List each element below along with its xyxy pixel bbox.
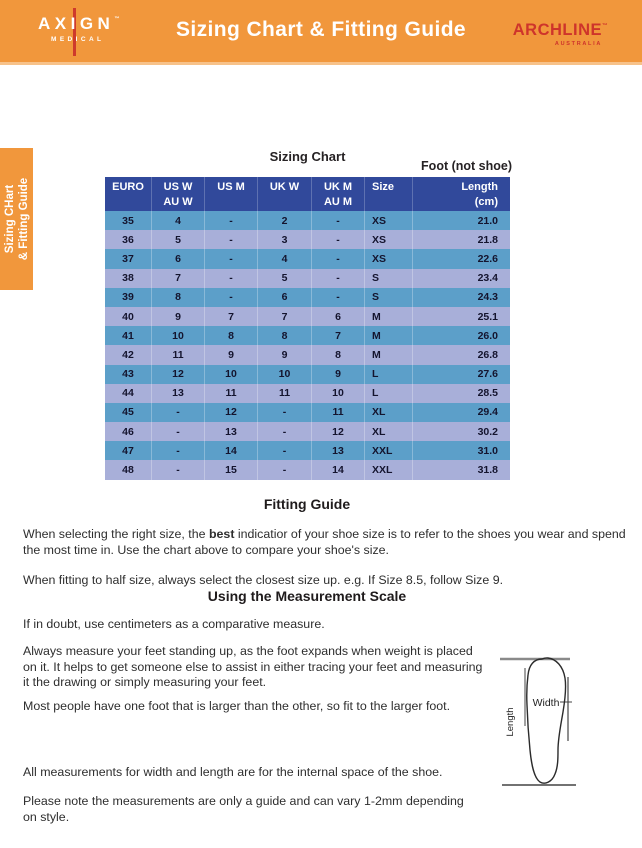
- table-cell: -: [205, 269, 258, 288]
- table-cell: M: [365, 345, 413, 364]
- table-cell: 4: [152, 211, 205, 230]
- table-row: [105, 460, 510, 479]
- measurement-paragraph-2: [23, 644, 482, 691]
- table-cell: 7: [205, 307, 258, 326]
- side-tab-line-1: Sizing CHart: [4, 184, 16, 254]
- table-cell: 11: [205, 384, 258, 403]
- paragraph-line: the most time in. Use the chart above to compare your shoe's size.: [23, 542, 389, 557]
- side-tab-sizing-chart: [0, 148, 33, 290]
- table-cell: S: [365, 269, 413, 288]
- measurement-paragraph-3: Most people have one foot that is larger than the other, so fit to the larger foot.: [23, 699, 451, 713]
- table-cell: M: [365, 307, 413, 326]
- table-cell: S: [365, 288, 413, 307]
- column-header: US W AU W: [152, 177, 205, 211]
- archline-logo-subtext: AUSTRALIA: [554, 41, 602, 47]
- table-cell: -: [312, 249, 365, 268]
- table-cell: -: [205, 230, 258, 249]
- table-cell: -: [152, 422, 205, 441]
- table-cell: -: [205, 249, 258, 268]
- table-row: [105, 441, 510, 460]
- axign-logo-subtext: MEDICAL: [51, 36, 105, 43]
- table-cell: 24.3: [477, 291, 498, 304]
- table-cell: 8: [205, 326, 258, 345]
- table-row: [105, 230, 510, 249]
- table-cell: 12: [152, 365, 205, 384]
- paragraph-line: it the drawing or simply measuring your feet.: [23, 675, 267, 690]
- table-cell: 13: [312, 441, 365, 460]
- table-cell: 38: [105, 269, 152, 288]
- side-tab-line-2: & Fitting Guide: [18, 177, 30, 261]
- table-row: [105, 422, 510, 441]
- table-row: [105, 211, 510, 230]
- table-cell: M: [365, 326, 413, 345]
- table-cell: 37: [105, 249, 152, 268]
- table-cell: XL: [365, 422, 413, 441]
- sizing-table-header-row: [105, 177, 510, 211]
- paragraph-line: Always measure your feet standing up, as the foot expands when weight is placed: [23, 644, 473, 658]
- table-cell: 9: [258, 345, 312, 364]
- table-cell: XXL: [365, 460, 413, 479]
- archline-trademark: ™: [602, 23, 608, 29]
- table-cell: 9: [205, 345, 258, 364]
- table-row: [105, 269, 510, 288]
- table-cell: XS: [365, 211, 413, 230]
- table-cell: XXL: [365, 441, 413, 460]
- header-bar: [0, 0, 642, 65]
- table-cell: 35: [105, 211, 152, 230]
- table-row: [105, 326, 510, 345]
- table-cell: 47: [105, 441, 152, 460]
- table-cell: -: [312, 269, 365, 288]
- table-cell: 10: [312, 384, 365, 403]
- table-cell: 6: [258, 288, 312, 307]
- paragraph-line: When selecting the right size, the best indicatior of your shoe size is to refer to the shoes you wear and spend: [23, 527, 626, 541]
- table-cell: 46: [105, 422, 152, 441]
- table-cell: XS: [365, 249, 413, 268]
- foot-measurement-diagram: [492, 650, 582, 792]
- archline-logo-text: ARCHLINE™: [512, 21, 608, 39]
- table-cell: 8: [258, 326, 312, 345]
- paragraph-line: Please note the measurements are only a guide and can vary 1-2mm depending: [23, 794, 464, 808]
- table-cell: 9: [312, 365, 365, 384]
- sizing-chart-title: Sizing Chart: [269, 149, 346, 164]
- table-cell: 5: [258, 269, 312, 288]
- table-cell: -: [258, 441, 312, 460]
- table-cell: 26.0: [477, 329, 498, 342]
- table-cell: 9: [152, 307, 205, 326]
- axign-logo-text: AXIGN™: [38, 14, 120, 33]
- column-header: UK W: [258, 177, 312, 211]
- table-cell: 30.2: [477, 425, 498, 438]
- table-cell: -: [205, 211, 258, 230]
- side-tab-label: [0, 148, 33, 290]
- table-cell: 8: [152, 288, 205, 307]
- table-cell: -: [312, 230, 365, 249]
- length-label: Length: [505, 707, 516, 737]
- table-cell: 27.6: [477, 368, 498, 381]
- table-cell: 43: [105, 365, 152, 384]
- table-cell: 11: [258, 384, 312, 403]
- sizing-table: [105, 177, 510, 480]
- paragraph-line: on style.: [23, 809, 70, 824]
- column-header: Length (cm): [461, 181, 498, 208]
- table-cell: 12: [205, 403, 258, 422]
- foot-not-shoe-label: Foot (not shoe): [421, 159, 512, 173]
- column-header: UK M AU M: [312, 177, 365, 211]
- table-cell: 13: [205, 422, 258, 441]
- table-cell: 10: [205, 365, 258, 384]
- table-cell: 13: [152, 384, 205, 403]
- table-cell: 25.1: [477, 310, 498, 323]
- measurement-paragraph-4: All measurements for width and length are for the internal space of the shoe.: [23, 765, 443, 779]
- table-cell: 15: [205, 460, 258, 479]
- table-cell: -: [312, 211, 365, 230]
- fitting-guide-paragraph-1: [23, 527, 626, 558]
- table-cell: 40: [105, 307, 152, 326]
- measurement-paragraph-1: If in doubt, use centimeters as a comparative measure.: [23, 617, 325, 631]
- table-cell: 36: [105, 230, 152, 249]
- table-row: [105, 288, 510, 307]
- table-cell: 21.0: [477, 214, 498, 227]
- table-cell: 6: [312, 307, 365, 326]
- table-cell: L: [365, 365, 413, 384]
- table-row: [105, 403, 510, 422]
- table-cell: 3: [258, 230, 312, 249]
- table-cell: 45: [105, 403, 152, 422]
- table-cell: 31.0: [477, 444, 498, 457]
- sizing-table-body: [105, 211, 510, 480]
- column-header: US M: [205, 177, 258, 211]
- table-cell: 4: [258, 249, 312, 268]
- table-cell: 41: [105, 326, 152, 345]
- archline-australia-logo: [513, 21, 608, 47]
- table-cell: -: [258, 403, 312, 422]
- table-cell: 11: [152, 345, 205, 364]
- table-cell: 31.8: [477, 464, 498, 477]
- column-header: EURO: [105, 177, 152, 211]
- table-cell: 10: [258, 365, 312, 384]
- measurement-scale-heading: Using the Measurement Scale: [207, 588, 407, 604]
- table-cell: 42: [105, 345, 152, 364]
- table-cell: -: [152, 460, 205, 479]
- page-title: Sizing Chart & Fitting Guide: [175, 18, 466, 41]
- table-cell: -: [258, 460, 312, 479]
- fitting-guide-heading: Fitting Guide: [263, 496, 351, 512]
- table-row: [105, 307, 510, 326]
- paragraph-line: on it. It helps to get someone else to assist in either tracing your feet and measuring: [23, 659, 483, 674]
- column-header: Size: [365, 177, 413, 211]
- table-cell: 14: [312, 460, 365, 479]
- table-cell: 28.5: [477, 387, 498, 400]
- table-cell: 8: [312, 345, 365, 364]
- table-cell: L: [365, 384, 413, 403]
- table-cell: 2: [258, 211, 312, 230]
- table-cell: 26.8: [477, 348, 498, 361]
- table-cell: 21.8: [477, 233, 498, 246]
- table-cell: 22.6: [477, 252, 498, 265]
- table-cell: 6: [152, 249, 205, 268]
- width-label: Width: [532, 697, 560, 709]
- table-cell: 14: [205, 441, 258, 460]
- table-row: [105, 249, 510, 268]
- axign-trademark: ™: [114, 16, 120, 22]
- table-cell: -: [258, 422, 312, 441]
- table-cell: -: [312, 288, 365, 307]
- fitting-guide-paragraph-2: When fitting to half size, always select the closest size up. e.g. If Size 8.5, follow Size 9.: [23, 573, 504, 587]
- table-cell: 29.4: [477, 406, 498, 419]
- table-cell: 39: [105, 288, 152, 307]
- table-cell: 23.4: [477, 272, 498, 285]
- table-cell: -: [152, 441, 205, 460]
- table-cell: -: [205, 288, 258, 307]
- table-cell: 44: [105, 384, 152, 403]
- table-cell: XS: [365, 230, 413, 249]
- table-cell: 12: [312, 422, 365, 441]
- table-cell: XL: [365, 403, 413, 422]
- table-row: [105, 384, 510, 403]
- table-row: [105, 345, 510, 364]
- table-cell: 7: [312, 326, 365, 345]
- table-cell: 7: [152, 269, 205, 288]
- table-cell: -: [152, 403, 205, 422]
- table-cell: 48: [105, 460, 152, 479]
- table-cell: 5: [152, 230, 205, 249]
- table-cell: 11: [312, 403, 365, 422]
- table-row: [105, 365, 510, 384]
- table-cell: 10: [152, 326, 205, 345]
- measurement-paragraph-5: [23, 794, 464, 825]
- table-cell: 7: [258, 307, 312, 326]
- foot-outline: [527, 658, 566, 783]
